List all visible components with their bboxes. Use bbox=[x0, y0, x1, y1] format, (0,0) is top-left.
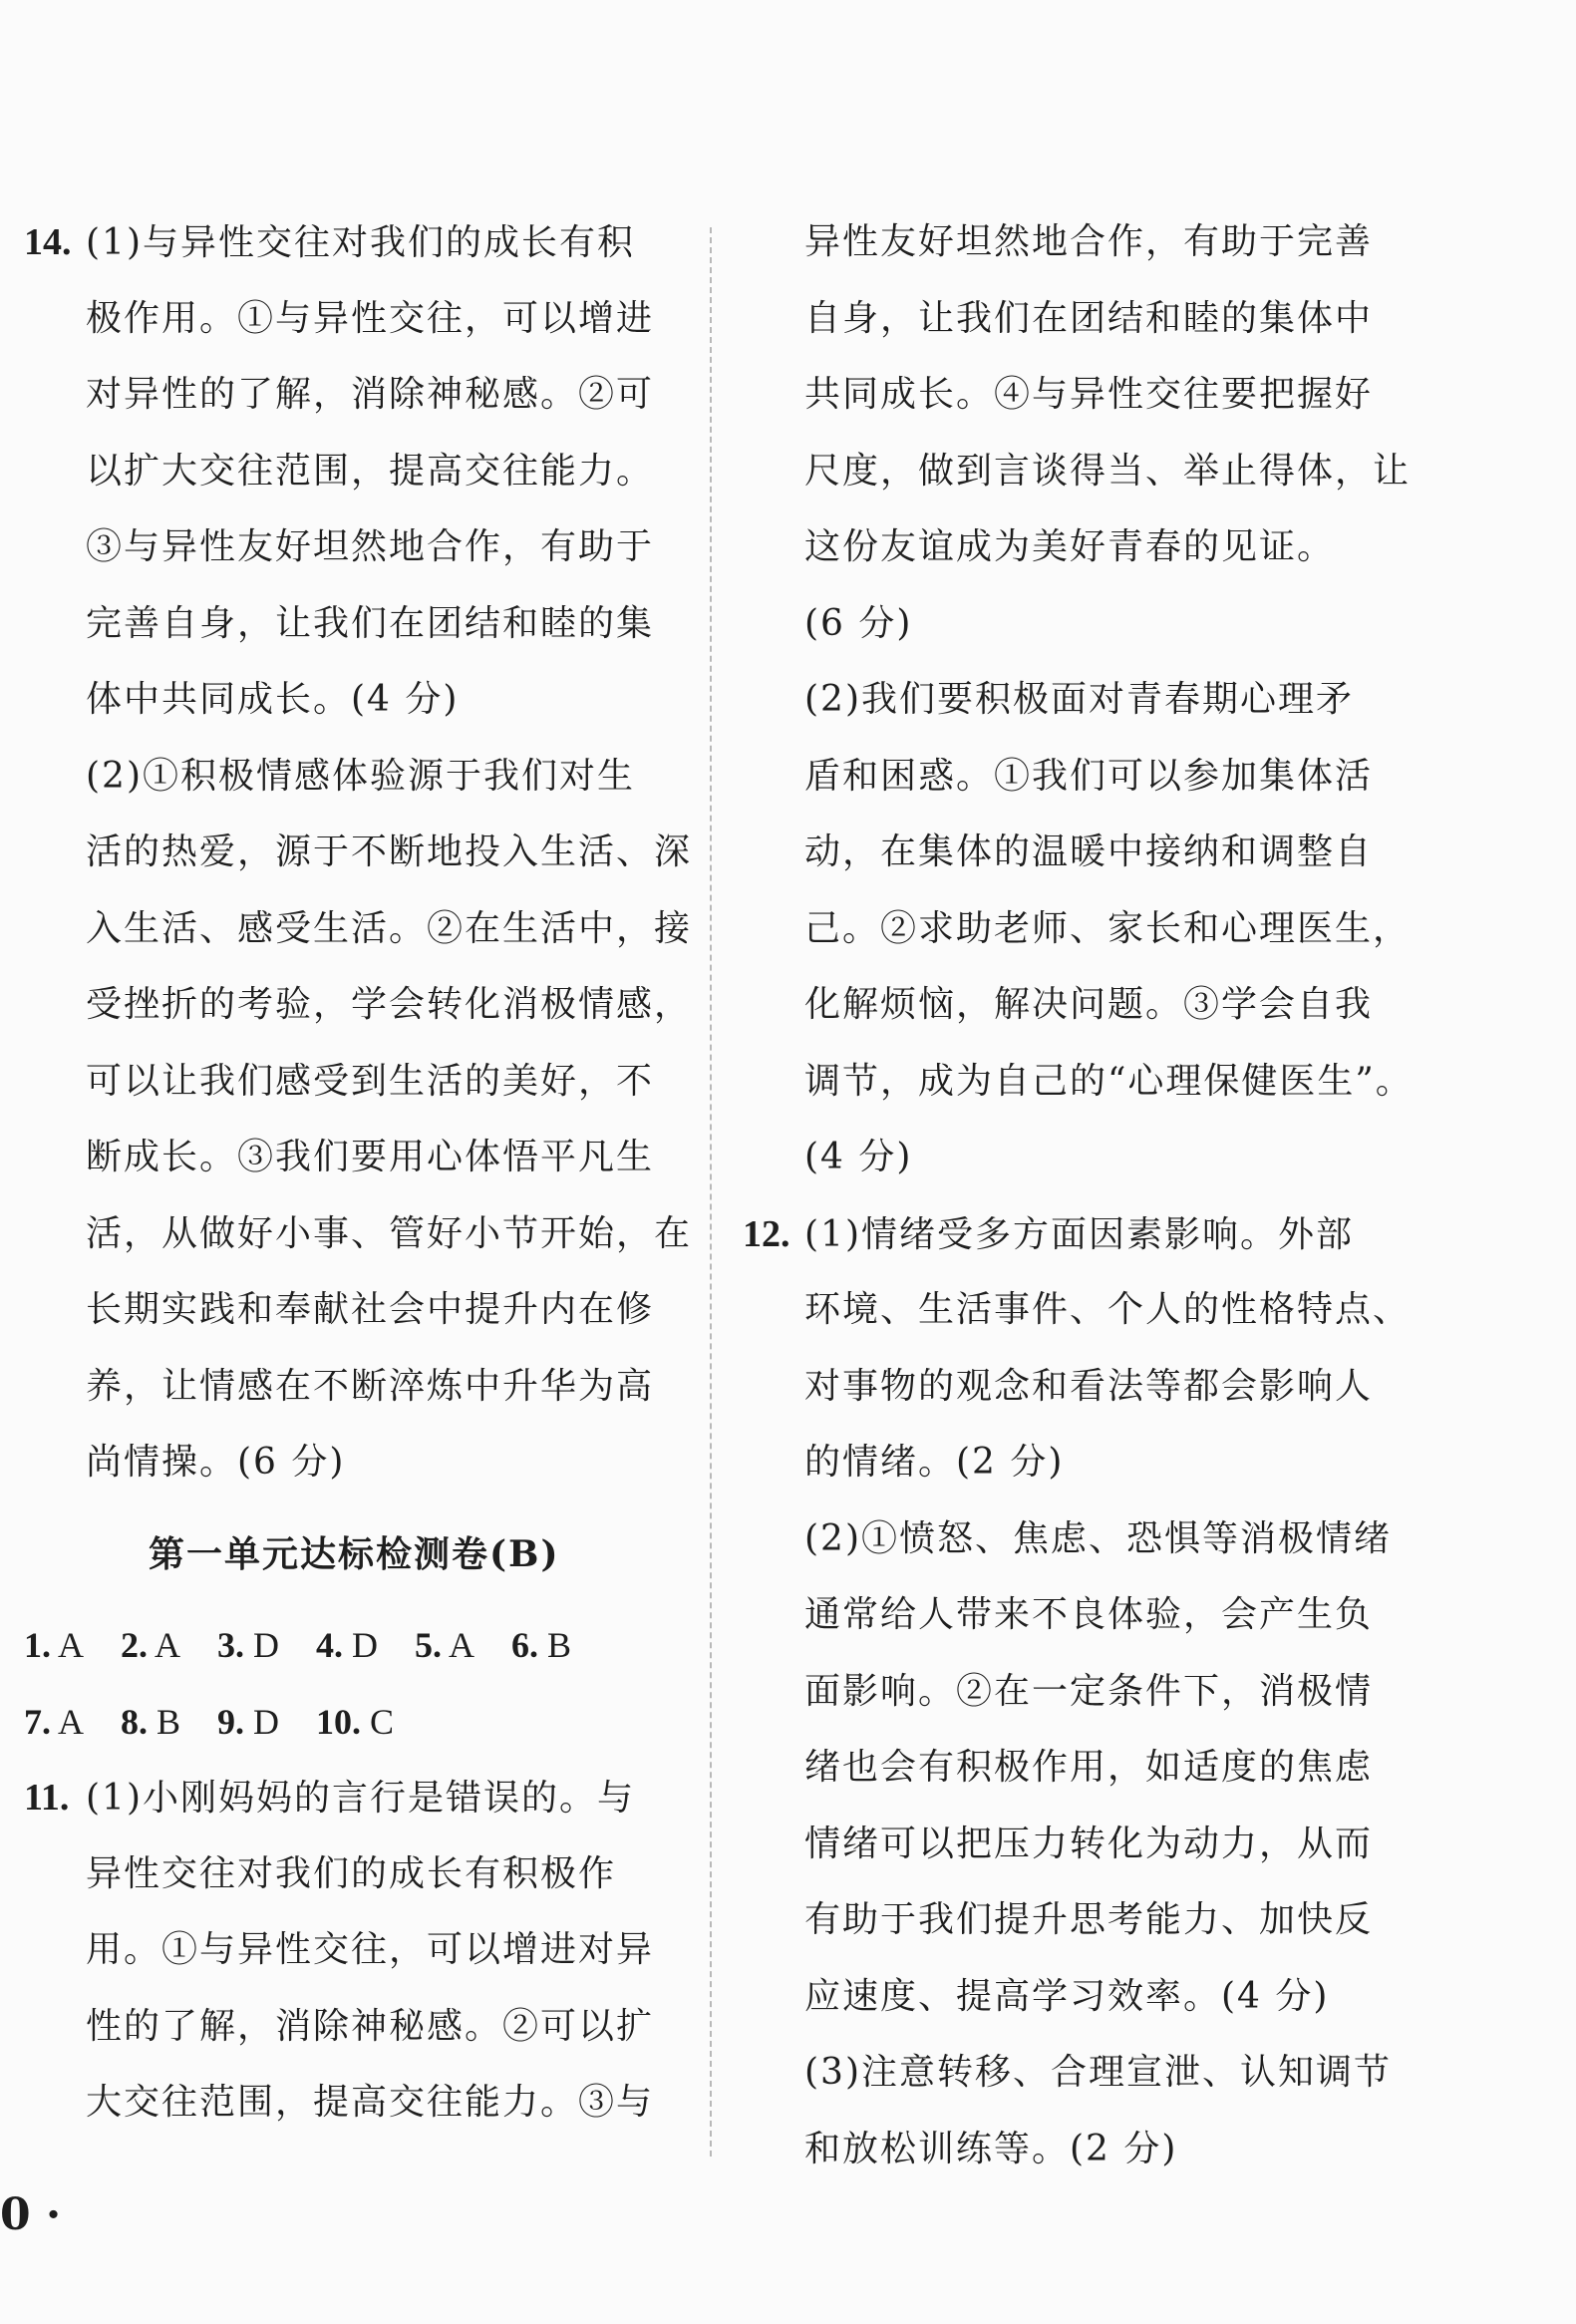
q11-cont-line: 自身，让我们在团结和睦的集体中 bbox=[804, 297, 1374, 339]
mc-answer bbox=[24, 1684, 84, 1761]
q14-line: 断成长。③我们要用心体悟平凡生 bbox=[86, 1137, 655, 1177]
mc-number: 9. bbox=[217, 1701, 245, 1742]
mc-answer bbox=[121, 1607, 180, 1684]
q12-line: 的情绪。(2 分) bbox=[804, 1442, 1065, 1483]
mc-answer bbox=[217, 1684, 279, 1761]
q12-line: 面影响。②在一定条件下，消极情 bbox=[804, 1670, 1374, 1712]
q11-cont-line: (4 分) bbox=[804, 1137, 913, 1177]
mc-answer bbox=[217, 1607, 279, 1684]
q12-line: (1)情绪受多方面因素影响。外部 bbox=[804, 1213, 1354, 1255]
q14-line: 尚情操。(6 分) bbox=[86, 1442, 346, 1483]
q11-line: 用。①与异性交往，可以增进对异 bbox=[86, 1929, 655, 1970]
mc-letter: A bbox=[155, 1625, 181, 1665]
mc-number: 8. bbox=[121, 1701, 149, 1742]
q11-cont-line: 异性友好坦然地合作，有助于完善 bbox=[804, 221, 1374, 262]
q11-first-line bbox=[24, 1760, 682, 1836]
q14-line: 活的热爱，源于不断地投入生活、深 bbox=[86, 831, 693, 872]
mc-number: 7. bbox=[24, 1701, 51, 1742]
q12-line: (3)注意转移、合理宣泄、认知调节 bbox=[804, 2052, 1392, 2093]
q11-line: 大交往范围，提高交往能力。③与 bbox=[86, 2082, 655, 2123]
mc-letter: B bbox=[547, 1625, 572, 1665]
left-column bbox=[24, 204, 693, 2142]
q14-line: 对异性的了解，消除神秘感。②可 bbox=[86, 374, 655, 415]
mc-answers-row-2 bbox=[24, 1684, 682, 1761]
q12-first-line bbox=[743, 1196, 1401, 1273]
q14-line: 可以让我们感受到生活的美好，不 bbox=[86, 1060, 655, 1102]
mc-answer bbox=[24, 1607, 84, 1684]
mc-letter: A bbox=[449, 1625, 475, 1665]
q11-cont-line: 尺度，做到言谈得当、举止得体，让 bbox=[804, 450, 1412, 492]
q14-first-line bbox=[24, 204, 682, 281]
q14-line: 体中共同成长。(4 分) bbox=[86, 679, 460, 720]
mc-answer bbox=[316, 1607, 378, 1684]
q11-cont-line: 化解烦恼，解决问题。③学会自我 bbox=[804, 984, 1374, 1025]
mc-answer bbox=[511, 1607, 571, 1684]
mc-letter: D bbox=[352, 1625, 379, 1665]
q14-line: 受挫折的考验，学会转化消极情感， bbox=[86, 984, 693, 1025]
q11-cont-line: 共同成长。④与异性交往要把握好 bbox=[804, 374, 1374, 415]
mc-answer bbox=[415, 1607, 474, 1684]
mc-letter: C bbox=[370, 1701, 395, 1742]
q11-cont-line: (2)我们要积极面对青春期心理矛 bbox=[804, 679, 1354, 720]
mc-answer bbox=[121, 1684, 180, 1761]
q12-line: 和放松训练等。(2 分) bbox=[804, 2128, 1178, 2169]
mc-letter: D bbox=[253, 1625, 280, 1665]
q11-line: 性的了解，消除神秘感。②可以扩 bbox=[86, 2005, 655, 2047]
mc-answers-row-1 bbox=[24, 1607, 682, 1684]
q14-line: 完善自身，让我们在团结和睦的集 bbox=[86, 602, 655, 644]
q14-line: 活，从做好小事、管好小节开始，在 bbox=[86, 1212, 693, 1254]
q14-line: 养，让情感在不断淬炼中升华为高 bbox=[86, 1365, 655, 1407]
mc-letter: D bbox=[253, 1701, 280, 1742]
mc-number: 5. bbox=[415, 1625, 443, 1665]
q12-line: 通常给人带来不良体验，会产生负 bbox=[804, 1594, 1374, 1635]
q11-line: (1)小刚妈妈的言行是错误的。与 bbox=[86, 1778, 635, 1819]
mc-number: 3. bbox=[217, 1625, 245, 1665]
q11-number: 11. bbox=[24, 1777, 70, 1819]
section-title: 第一单元达标检测卷(B) bbox=[149, 1532, 560, 1575]
q12-number: 12. bbox=[743, 1212, 790, 1255]
q12-line: 环境、生活事件、个人的性格特点、 bbox=[804, 1289, 1412, 1330]
q12-line: 有助于我们提升思考能力、加快反 bbox=[804, 1899, 1374, 1940]
q12-line: (2)①愤怒、焦虑、恐惧等消极情绪 bbox=[804, 1517, 1392, 1559]
mc-answer bbox=[316, 1684, 394, 1761]
q14-line: (1)与异性交往对我们的成长有积 bbox=[86, 222, 635, 263]
q14-line: 入生活、感受生活。②在生活中，接 bbox=[86, 907, 693, 949]
q11-cont-line: (6 分) bbox=[804, 602, 913, 644]
mc-letter: A bbox=[58, 1701, 85, 1742]
mc-number: 1. bbox=[24, 1625, 51, 1665]
page-number-marker: 0 · bbox=[0, 2189, 62, 2240]
q11-cont-line: 动，在集体的温暖中接纳和调整自 bbox=[804, 831, 1374, 872]
mc-number: 4. bbox=[316, 1625, 344, 1665]
column-divider bbox=[710, 227, 712, 2157]
q14-number: 14. bbox=[24, 221, 72, 263]
q14-line: 极作用。①与异性交往，可以增进 bbox=[86, 297, 655, 339]
q11-cont-line: 这份友谊成为美好青春的见证。 bbox=[804, 526, 1336, 567]
q12-line: 情绪可以把压力转化为动力，从而 bbox=[804, 1823, 1374, 1864]
mc-letter: A bbox=[58, 1625, 85, 1665]
mc-letter: B bbox=[157, 1701, 181, 1742]
q11-cont-line: 盾和困惑。①我们可以参加集体活 bbox=[804, 755, 1374, 797]
mc-number: 6. bbox=[511, 1625, 539, 1665]
q14-line: 以扩大交往范围，提高交往能力。 bbox=[86, 450, 655, 492]
right-column bbox=[743, 204, 1414, 2187]
q12-line: 对事物的观念和看法等都会影响人 bbox=[804, 1365, 1374, 1407]
q12-line: 应速度、提高学习效率。(4 分) bbox=[804, 1975, 1330, 2017]
q11-cont-line: 己。②求助老师、家长和心理医生， bbox=[804, 907, 1412, 949]
q14-line: ③与异性友好坦然地合作，有助于 bbox=[86, 526, 655, 567]
q11-cont-line: 调节，成为自己的“心理保健医生”。 bbox=[804, 1060, 1414, 1102]
mc-number: 10. bbox=[316, 1701, 362, 1742]
q11-line: 异性交往对我们的成长有积极作 bbox=[86, 1852, 617, 1894]
mc-number: 2. bbox=[121, 1625, 149, 1665]
q14-line: 长期实践和奉献社会中提升内在修 bbox=[86, 1289, 655, 1330]
q12-line: 绪也会有积极作用，如适度的焦虑 bbox=[804, 1747, 1374, 1788]
q14-line: (2)①积极情感体验源于我们对生 bbox=[86, 755, 635, 797]
